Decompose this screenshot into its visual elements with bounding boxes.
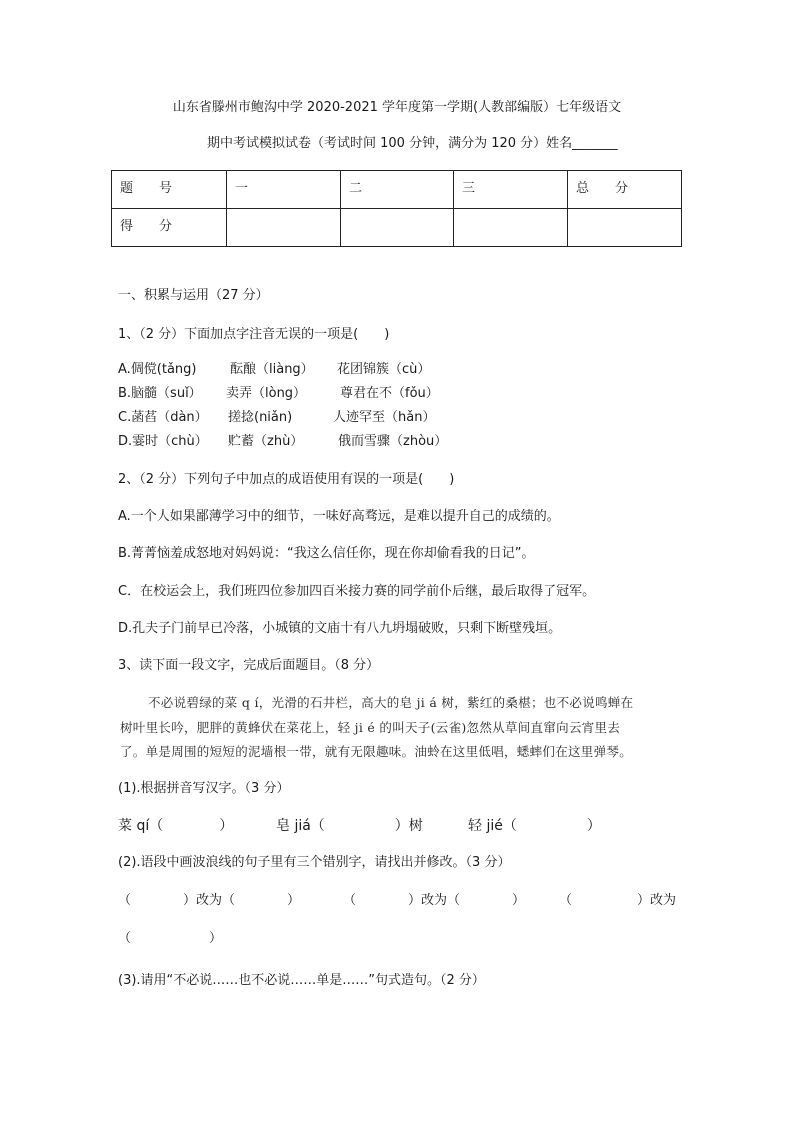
q2-option-b: B.菁菁恼羞成怒地对妈妈说：“我这么信任你，现在你却偷看我的日记”。: [118, 546, 535, 561]
q1-option-b-3: 尊君在不（fǒu）: [340, 386, 439, 401]
header-line-2: 期中考试模拟试卷（考试时间 100 分钟，满分为 120 分）姓名_______: [207, 136, 618, 151]
score-cell-col2: 二: [341, 171, 454, 209]
header-line-1: 山东省滕州市鲍沟中学 2020-2021 学年度第一学期(人教部编版）七年级语文: [172, 100, 622, 115]
q1-option-c-1: C.菡萏（dàn）: [118, 410, 208, 425]
q2-option-d: D.孔夫子门前早已冷落，小城镇的文庙十有八九坍塌破败，只剩下断壁残垣。: [118, 621, 562, 636]
score-input-cell[interactable]: [568, 209, 682, 247]
score-cell-label: 得 分: [112, 209, 227, 247]
q1-option-a-3: 花团锦簇（cù）: [337, 362, 431, 377]
q2-option-c: C．在校运会上，我们班四位参加四百米接力赛的同学前仆后继，最后取得了冠军。: [118, 584, 596, 599]
q1-option-d-3: 俄而雪骤（zhòu）: [338, 434, 448, 449]
section-title: 一、积累与运用（27 分）: [118, 288, 269, 303]
score-table: [111, 170, 682, 247]
question-2-stem: 2、（2 分）下列句子中加点的成语使用有误的一项是( ): [118, 472, 455, 487]
q3-sub1-answer-qing[interactable]: 轻 jié（ ）: [468, 818, 601, 834]
q2-option-a: A.一个人如果鄙薄学习中的细节，一味好高骛远，是难以提升自己的成绩的。: [118, 509, 560, 524]
q3-sub2-answer-1[interactable]: （ ）改为（ ）: [118, 893, 301, 908]
q1-option-c-3: 人迹罕至（hǎn）: [333, 410, 436, 425]
passage-line-1: 不必说碧绿的菜 q í，光滑的石井栏，高大的皂 ji á 树，紫红的桑椹；也不必说鸣蝉在: [148, 695, 634, 710]
passage-line-2: 树叶里长吟，肥胖的黄蜂伏在菜花上，轻 ji é 的叫天子(云雀)忽然从草间直窜向云宵里去: [120, 720, 621, 735]
question-3-stem: 3、读下面一段文字，完成后面题目。（8 分）: [118, 658, 380, 673]
score-input-cell[interactable]: [227, 209, 341, 247]
score-input-cell[interactable]: [454, 209, 568, 247]
q3-sub2-answer-3-cont[interactable]: （ ）: [118, 931, 223, 946]
q1-option-d-1: D.霎时（chù）: [118, 434, 208, 449]
q3-sub2-answer-2[interactable]: （ ）改为（ ）: [343, 893, 526, 908]
q1-option-b-2: 卖弄（lòng）: [226, 386, 307, 401]
q1-option-a-1: A.倜傥(tǎng): [118, 362, 197, 377]
q3-sub2-answer-3[interactable]: （ ）改为: [559, 893, 677, 908]
score-table-score-row: [112, 209, 682, 247]
q3-sub1-answer-cai[interactable]: 菜 qí（ ）: [118, 818, 234, 834]
q1-option-b-1: B.脑髓（suǐ）: [118, 386, 202, 401]
score-cell-label: 题 号: [112, 171, 227, 209]
q1-option-c-2: 搓捻(niǎn): [228, 410, 293, 425]
question-1-stem: 1、（2 分）下面加点字注音无误的一项是( ): [118, 327, 390, 342]
q3-sub1-answer-zao[interactable]: 皂 jiá（ ）树: [276, 818, 423, 834]
q3-sub2-stem: (2).语段中画波浪线的句子里有三个错别字，请找出并修改。（3 分）: [118, 855, 511, 870]
q3-sub1-stem: (1).根据拼音写汉字。（3 分）: [118, 781, 290, 796]
passage-line-3: 了。单是周围的短短的泥墙根一带，就有无限趣味。油蛉在这里低唱，蟋蟀们在这里弹琴。: [120, 744, 633, 759]
score-cell-col1: 一: [227, 171, 341, 209]
q1-option-d-2: 贮蓄（zhù）: [228, 434, 304, 449]
q3-sub3-stem: (3).请用“不必说……也不必说……单是……”句式造句。（2 分）: [118, 973, 485, 988]
q1-option-a-2: 酝酿（liàng）: [230, 362, 314, 377]
score-cell-col3: 三: [454, 171, 568, 209]
score-input-cell[interactable]: [341, 209, 454, 247]
score-cell-total: 总 分: [568, 171, 682, 209]
score-table-header-row: [112, 171, 682, 209]
